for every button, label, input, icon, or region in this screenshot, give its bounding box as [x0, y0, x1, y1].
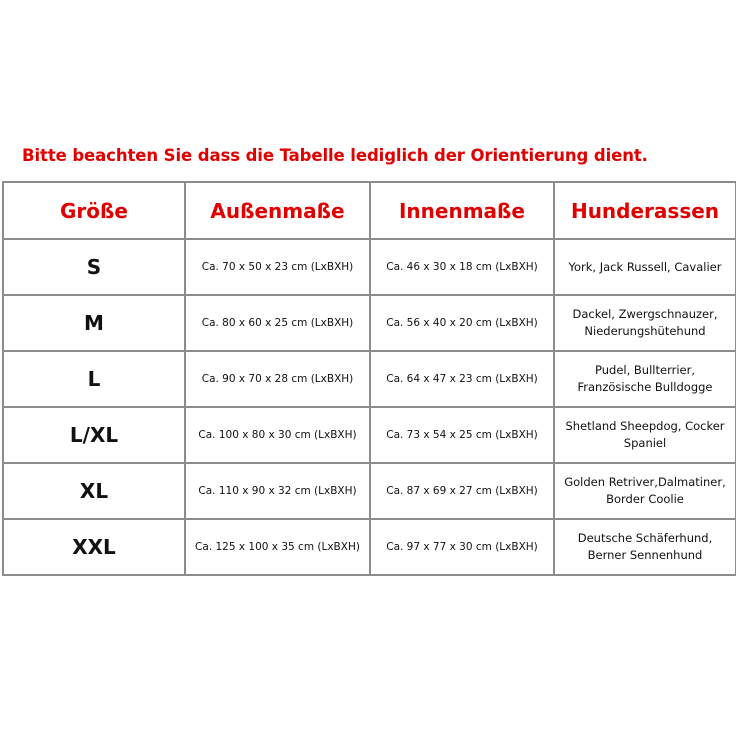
header-inner-dimensions: Innenmaße — [370, 182, 554, 239]
table-row — [3, 463, 736, 519]
outer-dimensions-cell: Ca. 125 x 100 x 35 cm (LxBXH) — [185, 519, 370, 575]
size-cell: M — [3, 295, 185, 351]
table-row — [3, 407, 736, 463]
size-table — [2, 181, 736, 576]
inner-dimensions-cell: Ca. 46 x 30 x 18 cm (LxBXH) — [370, 239, 554, 295]
breeds-cell: Dackel, Zwergschnauzer, Niederungshütehund — [554, 295, 736, 351]
inner-dimensions-cell: Ca. 87 x 69 x 27 cm (LxBXH) — [370, 463, 554, 519]
breeds-cell: Deutsche Schäferhund, Berner Sennenhund — [554, 519, 736, 575]
outer-dimensions-cell: Ca. 90 x 70 x 28 cm (LxBXH) — [185, 351, 370, 407]
size-cell: XL — [3, 463, 185, 519]
header-dog-breeds: Hunderassen — [554, 182, 736, 239]
inner-dimensions-cell: Ca. 56 x 40 x 20 cm (LxBXH) — [370, 295, 554, 351]
table-row — [3, 239, 736, 295]
size-cell: L — [3, 351, 185, 407]
outer-dimensions-cell: Ca. 80 x 60 x 25 cm (LxBXH) — [185, 295, 370, 351]
outer-dimensions-cell: Ca. 110 x 90 x 32 cm (LxBXH) — [185, 463, 370, 519]
size-cell: L/XL — [3, 407, 185, 463]
outer-dimensions-cell: Ca. 70 x 50 x 23 cm (LxBXH) — [185, 239, 370, 295]
size-cell: S — [3, 239, 185, 295]
table-header-row — [3, 182, 736, 239]
orientation-notice: Bitte beachten Sie dass die Tabelle lediglich der Orientierung dient. — [22, 146, 648, 165]
table-row — [3, 351, 736, 407]
inner-dimensions-cell: Ca. 64 x 47 x 23 cm (LxBXH) — [370, 351, 554, 407]
inner-dimensions-cell: Ca. 73 x 54 x 25 cm (LxBXH) — [370, 407, 554, 463]
breeds-cell: Golden Retriver,Dalmatiner, Border Coolie — [554, 463, 736, 519]
breeds-cell: Shetland Sheepdog, Cocker Spaniel — [554, 407, 736, 463]
header-outer-dimensions: Außenmaße — [185, 182, 370, 239]
breeds-cell: York, Jack Russell, Cavalier — [554, 239, 736, 295]
header-size: Größe — [3, 182, 185, 239]
table-row — [3, 295, 736, 351]
inner-dimensions-cell: Ca. 97 x 77 x 30 cm (LxBXH) — [370, 519, 554, 575]
breeds-cell: Pudel, Bullterrier, Französische Bulldogge — [554, 351, 736, 407]
outer-dimensions-cell: Ca. 100 x 80 x 30 cm (LxBXH) — [185, 407, 370, 463]
table-row — [3, 519, 736, 575]
size-cell: XXL — [3, 519, 185, 575]
